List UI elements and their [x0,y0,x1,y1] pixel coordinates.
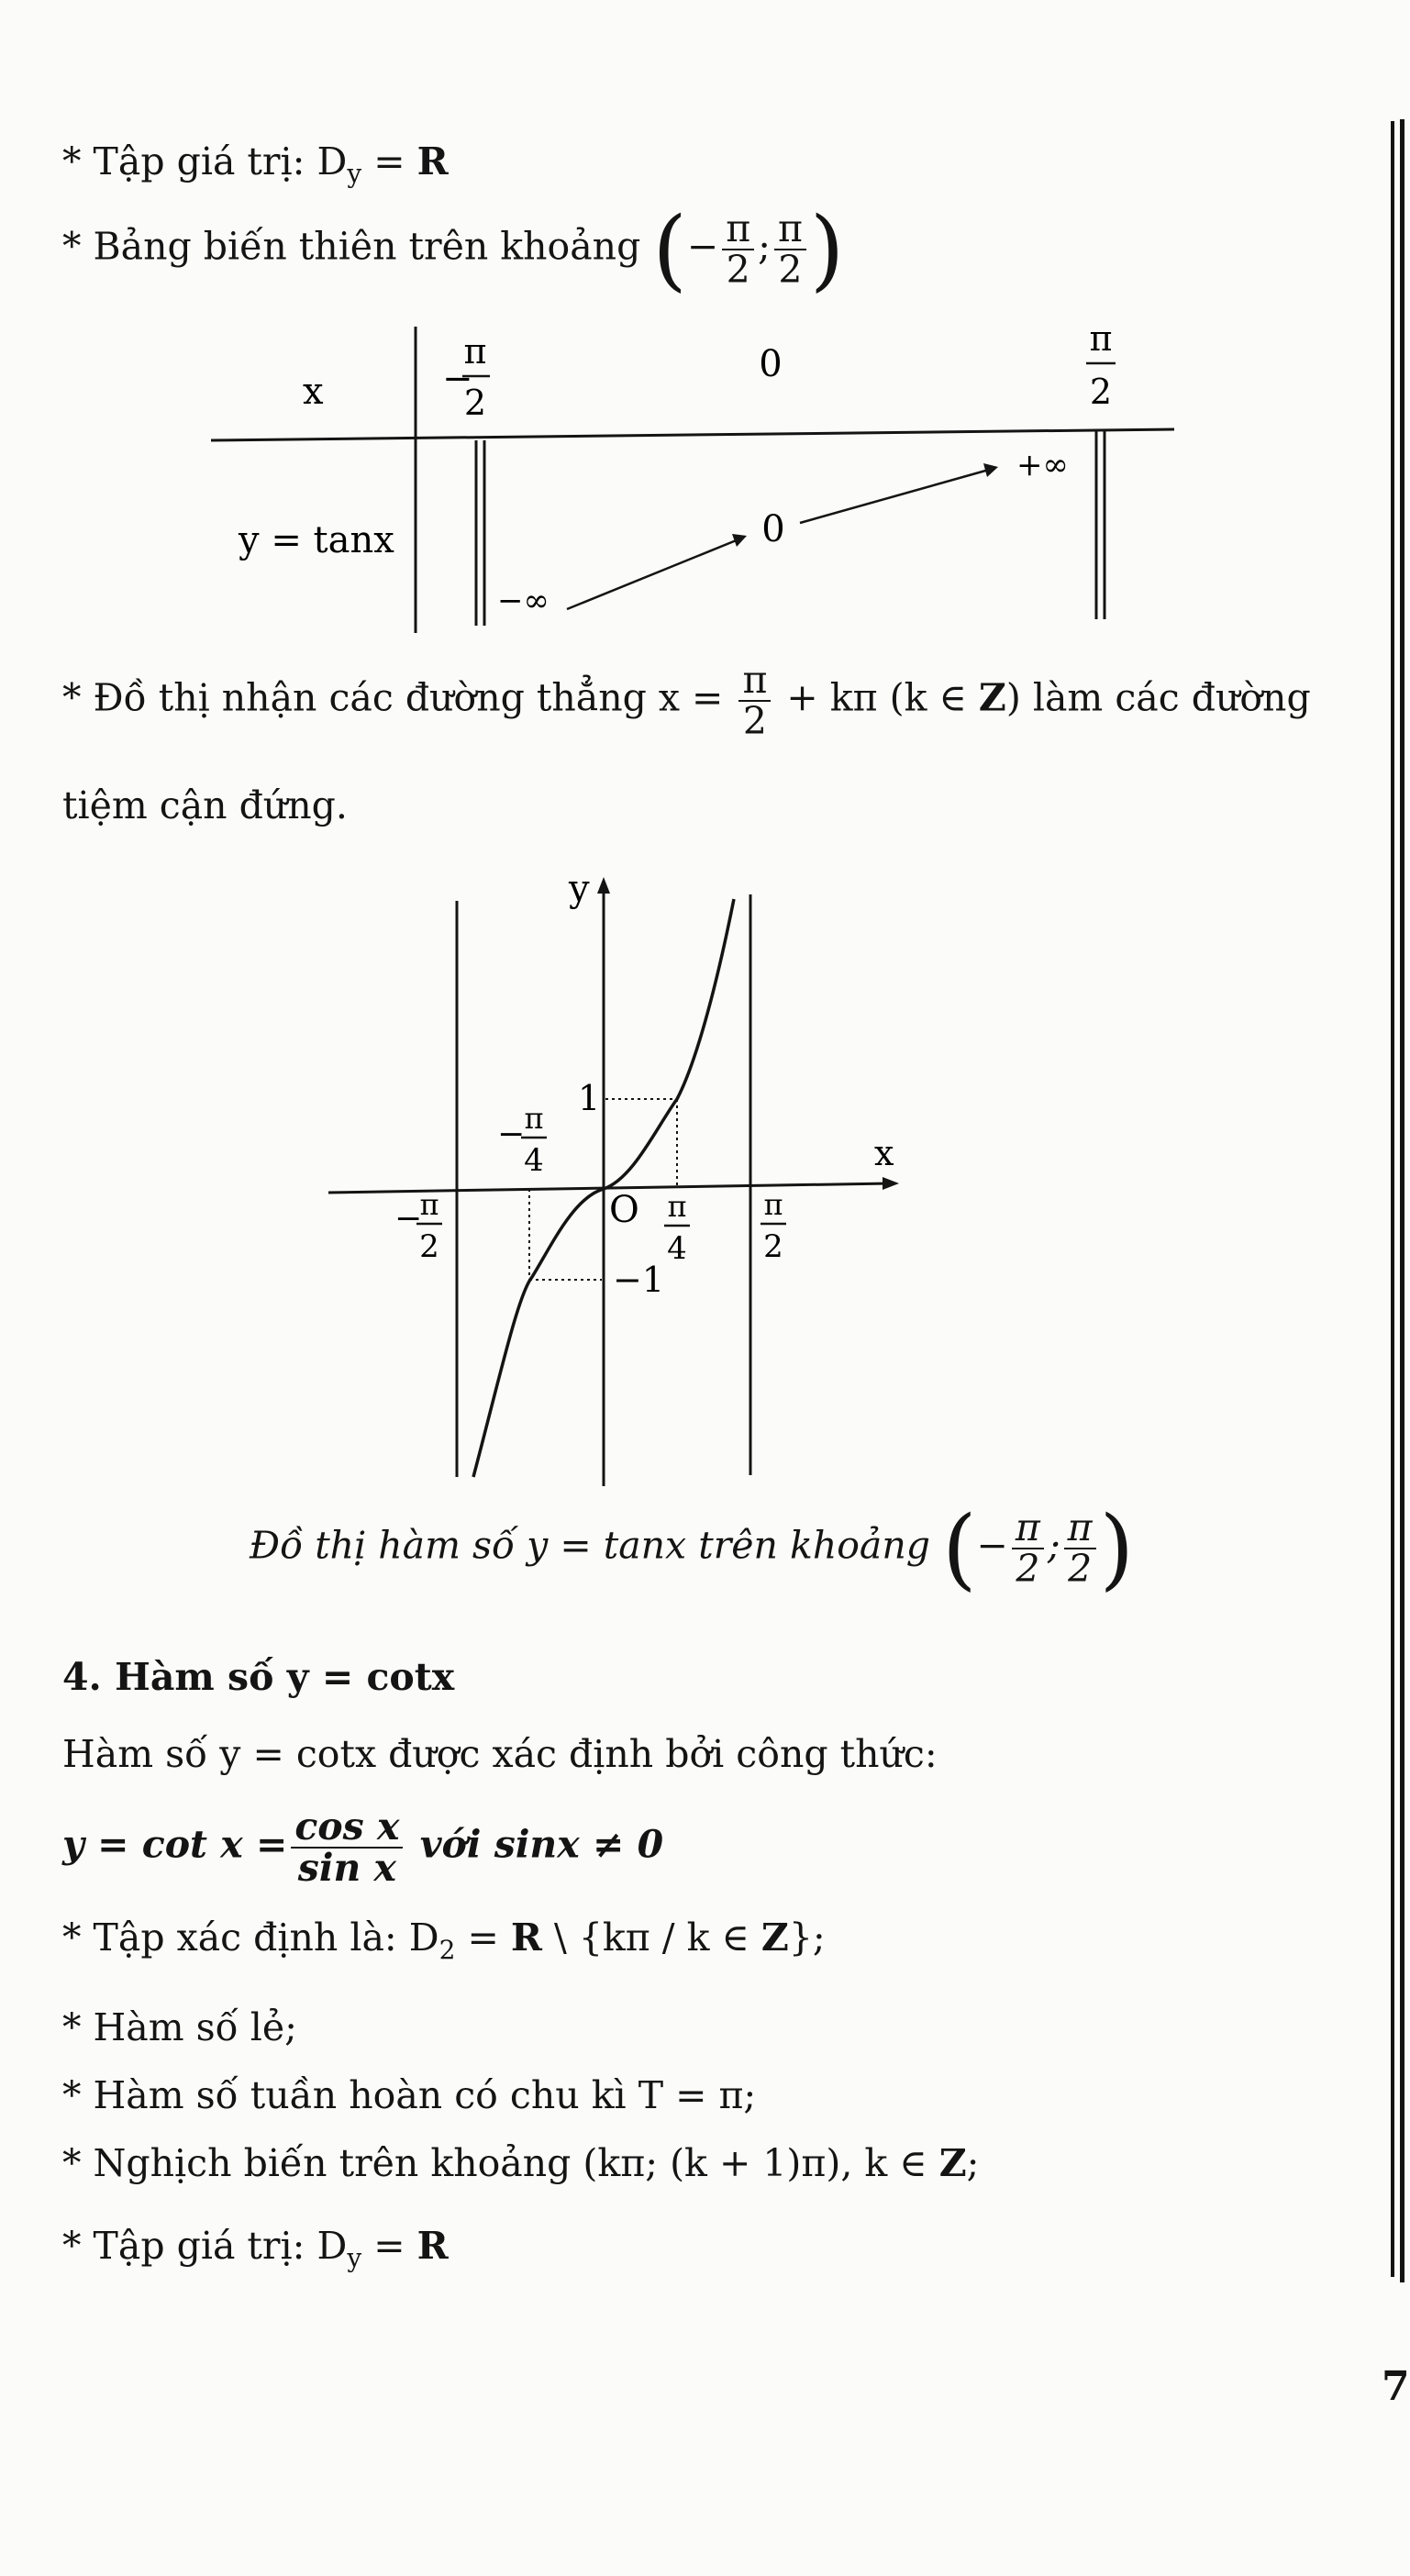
range-cot-line [62,2224,449,2273]
arrow-head-2 [983,463,998,477]
table-y-zero: 0 [761,508,785,550]
periodic-line: * Hàm số tuần hoàn có chu kì T = π; [62,2073,757,2117]
table-right-two: 2 [1089,372,1113,412]
tick-pi2-two: 2 [763,1228,783,1265]
cot-formula-rhs: với sinx ≠ 0 [419,1822,664,1867]
tan-graph [0,862,1405,1505]
decreasing-line [62,2141,980,2185]
domain-cot-set: R [510,1915,542,1960]
range-cot-sub: y [347,2243,362,2273]
asymptote-prefix: * Đồ thị nhận các đường thẳng x = [62,675,736,720]
tick-mpi4-four: 4 [524,1142,544,1179]
cot-formula [62,1804,664,1891]
tick-one: 1 [578,1078,601,1118]
range-cot-prefix: * Tập giá trị: D [62,2224,348,2268]
margin-rule-b [1400,119,1404,2282]
interval-left-den: 2 [726,248,750,292]
tick-mpi2-two: 2 [419,1228,439,1265]
caption-text: Đồ thị hàm số y = tanx trên khoảng [250,1523,931,1568]
caption-left-den: 2 [1016,1547,1040,1591]
graph-caption [250,1497,1135,1600]
table-left-pi: π [463,331,487,372]
interval-right-num: π [774,209,806,250]
table-pos-inf: +∞ [1016,447,1069,483]
tick-pi4-pi: π [667,1189,687,1224]
cot-formula-den: sin x [297,1846,396,1891]
range-tan-set: R [416,139,449,183]
caption-close-paren: ) [1099,1497,1135,1600]
tick-mpi4-minus: − [497,1116,526,1153]
tick-mpi2-pi: π [419,1187,439,1222]
range-cot-set: R [416,2224,449,2268]
caption-left-num: π [1012,1508,1044,1549]
interval-minus: − [686,224,719,269]
table-neg-inf: −∞ [497,583,550,619]
asymptote-den: 2 [742,699,767,744]
section-heading: 4. Hàm số y = cotx [62,1655,455,1699]
table-right-pi: π [1089,318,1113,359]
cot-formula-num: cos x [291,1807,403,1849]
asymptote-set: Z [978,675,1006,720]
odd-line: * Hàm số lẻ; [62,2005,297,2049]
range-tan-line [62,139,449,189]
tick-minus-one: −1 [613,1260,665,1300]
interval-left-num: π [722,209,754,250]
domain-cot-prefix: * Tập xác định là: D [62,1915,439,1960]
variation-table [0,312,1405,642]
y-axis-arrow [597,877,610,894]
interval-open-paren: ( [652,198,687,301]
domain-cot-set2: Z [761,1915,789,1960]
range-tan-sub: y [347,159,362,189]
caption-sep: ; [1047,1523,1060,1568]
caption-minus: − [976,1523,1008,1568]
arrow-up-2 [800,470,989,523]
range-cot-eq: = [361,2224,417,2268]
asymptote-continuation: tiệm cận đứng. [62,783,348,827]
variation-table-title [62,198,845,301]
table-left-two: 2 [463,383,487,423]
variation-title-text: * Bảng biến thiên trên khoảng [62,224,641,269]
asymptote-num: π [738,661,771,702]
cot-formula-lhs: y = cot x = [62,1822,288,1867]
range-tan-prefix: * Tập giá trị: D [62,139,348,183]
tick-pi2-pi: π [763,1187,783,1222]
table-x-label: x [303,371,324,413]
origin-label: O [609,1189,639,1231]
decreasing-prefix: * Nghịch biến trên khoảng (kπ; (k + 1)π), k ∈ [62,2141,939,2185]
asymptote-middle: + kπ (k ∈ [774,675,979,720]
margin-rule-a [1391,121,1394,2277]
y-axis-label: y [569,868,590,910]
domain-cot-suffix: }; [788,1915,826,1960]
x-axis-label: x [874,1133,894,1173]
caption-open-paren: ( [942,1497,977,1600]
table-y-label: y = tanx [239,519,394,561]
tick-pi4-four: 4 [667,1230,687,1267]
table-x-zero: 0 [759,343,783,385]
interval-close-paren: ) [809,198,845,301]
decreasing-set: Z [938,2141,967,2185]
tick-mpi2-minus: − [394,1200,423,1238]
range-tan-eq: = [361,139,417,183]
table-horizontal-rule [211,429,1174,440]
x-axis-arrow [883,1177,899,1190]
domain-cot-mid: \ {kπ / k ∈ [541,1915,761,1960]
arrow-up-1 [567,539,738,609]
interval-right-den: 2 [778,248,803,292]
asymptote-suffix: ) làm các đường [1005,675,1311,720]
domain-cot-line [62,1915,826,1965]
cot-definition: Hàm số y = cotx được xác định bởi công thức: [62,1732,938,1776]
caption-right-num: π [1064,1508,1096,1549]
page-number: 7 [1382,2363,1410,2410]
decreasing-suffix: ; [966,2141,980,2185]
asymptote-line [62,658,1311,744]
tick-mpi4-pi: π [524,1101,544,1136]
caption-right-den: 2 [1068,1547,1093,1591]
interval-sep: ; [758,224,771,269]
table-left-minus: − [442,358,473,400]
domain-cot-eq: = [455,1915,511,1960]
domain-cot-sub: 2 [439,1935,456,1965]
